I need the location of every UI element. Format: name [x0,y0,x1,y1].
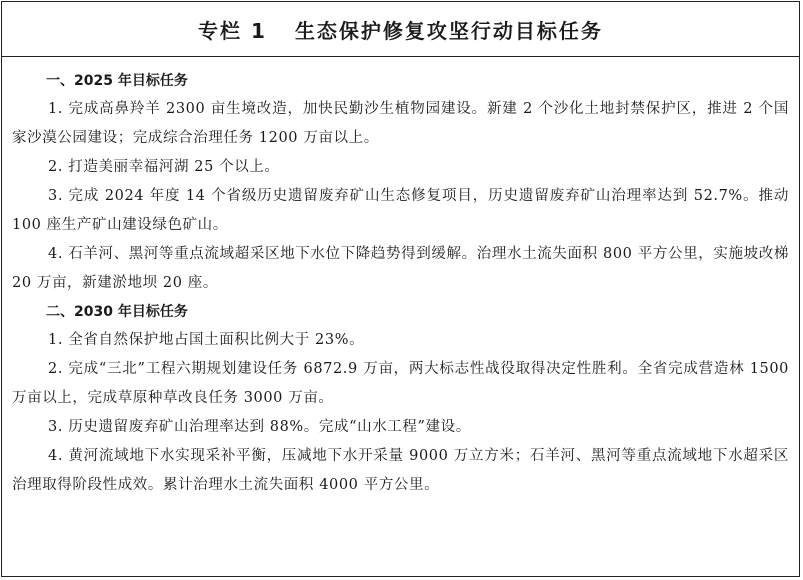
list-item: 1. 完成高鼻羚羊 2300 亩生境改造，加快民勤沙生植物园建设。新建 2 个沙化土地封禁保护区，推进 2 个国家沙漠公园建设；完成综合治理任务 1200 万亩以上。 [12,101,789,146]
list-item: 2. 打造美丽幸福河湖 25 个以上。 [48,159,280,175]
list-item: 1. 全省自然保护地占国土面积比例大于 23%。 [48,332,365,348]
column-label: 专栏 1 [198,18,267,43]
column-body [2,57,799,500]
list-item: 2. 完成“三北”工程六期规划建设任务 6872.9 万亩，两大标志性战役取得决定性胜利。全省完成营造林 1500 万亩以上，完成草原种草改良任务 3000 万亩。 [12,361,789,406]
column-title [2,2,799,57]
list-item: 3. 历史遗留废弃矿山治理率达到 88%。完成“山水工程”建设。 [48,419,471,435]
column-box [1,1,800,577]
list-item: 3. 完成 2024 年度 14 个省级历史遗留废弃矿山生态修复项目，历史遗留废弃矿山治理率达到 52.7%。推动 100 座生产矿山建设绿色矿山。 [12,188,789,233]
list-item: 4. 黄河流域地下水实现采补平衡，压减地下水开采量 9000 万立方米；石羊河、黑河等重点流域地下水超采区治理取得阶段性成效。累计治理水土流失面积 4000 平方公里。 [12,448,789,493]
column-title-text: 生态保护修复攻坚行动目标任务 [294,18,603,43]
section-heading-2030: 二、2030 年目标任务 [46,304,188,320]
list-item: 4. 石羊河、黑河等重点流域超采区地下水位下降趋势得到缓解。治理水土流失面积 800 平方公里，实施坡改梯 20 万亩，新建淤地坝 20 座。 [12,246,789,291]
section-heading-2025: 一、2025 年目标任务 [46,73,188,89]
